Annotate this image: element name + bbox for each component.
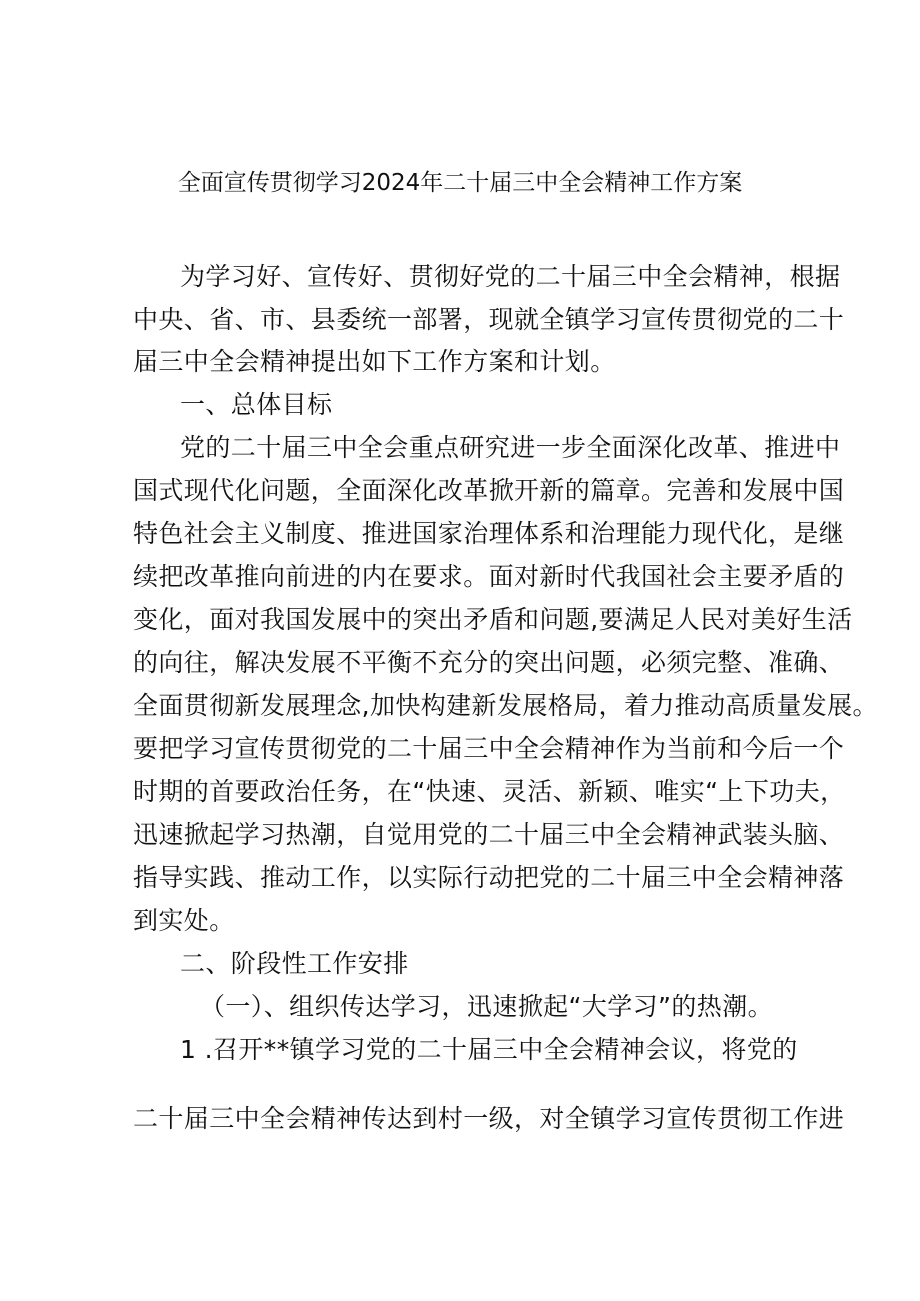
subsection-heading: （一）、组织传达学习，迅速掀起“大学习”的热潮。 [200, 992, 774, 1021]
paragraph-line: 时期的首要政治任务，在“快速、灵活、新颖、唯实“上下功夫， [133, 777, 846, 806]
paragraph-line: 迅速掀起学习热潮，自觉用党的二十届三中全会精神武装头脑、 [133, 820, 845, 849]
paragraph-line: 的向往，解决发展不平衡不充分的突出问题，必须完整、准确、 [133, 648, 845, 677]
section-heading: 一、总体目标 [180, 390, 333, 419]
paragraph-line: 变化，面对我国发展中的突出矛盾和问题,要满足人民对美好生活 [133, 605, 853, 634]
paragraph-line: 全面贯彻新发展理念,加快构建新发展格局，着力推动高质量发展。 [133, 691, 878, 720]
paragraph-line: 1 .召开**镇学习党的二十届三中全会精神会议，将党的 [180, 1035, 798, 1064]
paragraph-line: 指导实践、推动工作，以实际行动把党的二十届三中全会精神落 [133, 863, 845, 892]
document-title: 全面宣传贯彻学习2024年二十届三中全会精神工作方案 [177, 170, 743, 196]
paragraph-line: 届三中全会精神提出如下工作方案和计划。 [133, 347, 616, 376]
paragraph-line: 特色社会主义制度、推进国家治理体系和治理能力现代化，是继 [133, 519, 845, 548]
paragraph-line: 党的二十届三中全会重点研究进一步全面深化改革、推进中 [180, 433, 841, 462]
paragraph-line: 中央、省、市、县委统一部署，现就全镇学习宣传贯彻党的二十 [133, 305, 845, 334]
paragraph-line: 到实处。 [133, 906, 235, 935]
paragraph-line: 国式现代化问题，全面深化改革掀开新的篇章。完善和发展中国 [133, 476, 845, 505]
paragraph-line: 二十届三中全会精神传达到村一级，对全镇学习宣传贯彻工作进 [133, 1104, 845, 1133]
paragraph-line: 为学习好、宣传好、贯彻好党的二十届三中全会精神，根据 [180, 262, 841, 291]
section-heading: 二、阶段性工作安排 [180, 949, 409, 978]
paragraph-line: 要把学习宣传贯彻党的二十届三中全会精神作为当前和今后一个 [133, 734, 845, 763]
paragraph-line: 续把改革推向前进的内在要求。面对新时代我国社会主要矛盾的 [133, 562, 845, 591]
